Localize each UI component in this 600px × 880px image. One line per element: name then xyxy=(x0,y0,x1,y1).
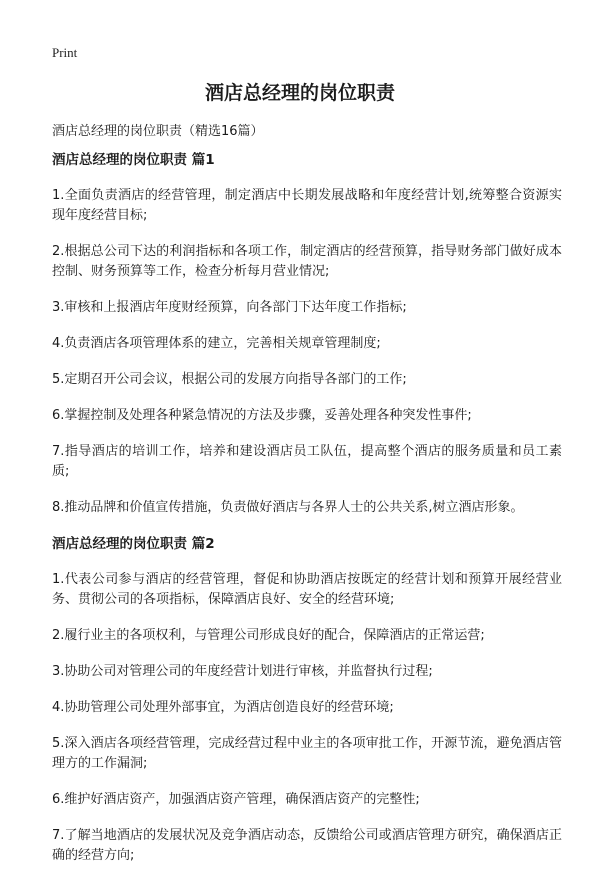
list-item: 1.全面负责酒店的经营管理，制定酒店中长期发展战略和年度经营计划,统筹整合资源实现年度经营目标; xyxy=(52,188,562,223)
list-item: 3.协助公司对管理公司的年度经营计划进行审核，并监督执行过程; xyxy=(52,664,433,679)
list-item: 2.根据总公司下达的利润指标和各项工作，制定酒店的经营预算，指导财务部门做好成本控制、财务预算等工作，检查分析每月营业情况; xyxy=(52,244,562,279)
list-item: 6.掌握控制及处理各种紧急情况的方法及步骤，妥善处理各种突发性事件; xyxy=(52,408,472,423)
list-item: 6.维护好酒店资产，加强酒店资产管理，确保酒店资产的完整性; xyxy=(52,792,420,807)
list-item: 4.负责酒店各项管理体系的建立，完善相关规章管理制度; xyxy=(52,336,381,351)
list-item: 2.履行业主的各项权利，与管理公司形成良好的配合，保障酒店的正常运营; xyxy=(52,628,485,643)
list-item: 5.定期召开公司会议，根据公司的发展方向指导各部门的工作; xyxy=(52,372,407,387)
list-item: 4.协助管理公司处理外部事宜，为酒店创造良好的经营环境; xyxy=(52,700,394,715)
section-1 xyxy=(52,150,562,518)
section-2 xyxy=(52,534,562,866)
section-heading: 酒店总经理的岗位职责 篇2 xyxy=(52,536,215,552)
section-heading: 酒店总经理的岗位职责 篇1 xyxy=(52,152,215,168)
list-item: 7.指导酒店的培训工作，培养和建设酒店员工队伍，提高整个酒店的服务质量和员工素质; xyxy=(52,444,562,479)
document-body xyxy=(52,150,562,880)
list-item: 5.深入酒店各项经营管理，完成经营过程中业主的各项审批工作，开源节流，避免酒店管理方的工作漏洞; xyxy=(52,736,562,771)
list-item: 8.推动品牌和价值宣传措施，负责做好酒店与各界人士的公共关系,树立酒店形象。 xyxy=(52,500,524,515)
print-link[interactable]: Print xyxy=(52,45,78,60)
list-item: 3.审核和上报酒店年度财经预算，向各部门下达年度工作指标; xyxy=(52,300,407,315)
document-subtitle: 酒店总经理的岗位职责（精选16篇） xyxy=(52,124,264,139)
page-title: 酒店总经理的岗位职责 xyxy=(204,82,395,104)
list-item: 7.了解当地酒店的发展状况及竞争酒店动态，反馈给公司或酒店管理方研究，确保酒店正确的经营方向; xyxy=(52,828,562,863)
list-item: 1.代表公司参与酒店的经营管理，督促和协助酒店按既定的经营计划和预算开展经营业务、贯彻公司的各项指标，保障酒店良好、安全的经营环境; xyxy=(52,572,562,607)
